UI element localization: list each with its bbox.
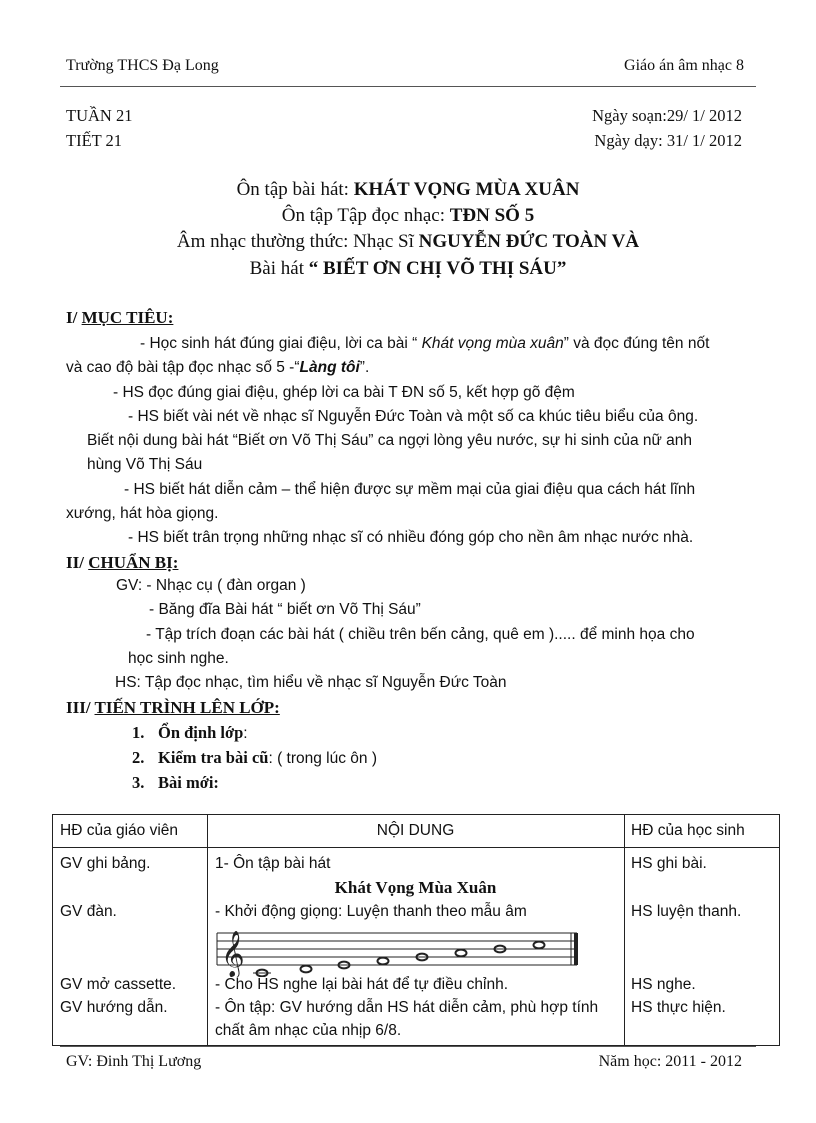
objective-1-cont: và cao độ bài tập đọc nhạc số 5 -“Làng tôi”.: [66, 359, 370, 376]
prep-gv-1: GV: - Nhạc cụ ( đàn organ ): [116, 577, 306, 594]
content-practice-cont: chất âm nhạc của nhịp 6/8.: [215, 1022, 402, 1039]
title-line-4: Bài hát “ BIẾT ƠN CHỊ VÕ THỊ SÁU”: [249, 258, 567, 279]
teacher-name: GV: Đinh Thị Lương: [66, 1053, 202, 1070]
section-1-heading: I/ MỤC TIÊU:: [66, 308, 174, 327]
objective-3: - HS biết vài nét về nhạc sĩ Nguyễn Đức Toàn và một số ca khúc tiêu biểu của ông.: [128, 408, 699, 425]
content-warmup: - Khởi động giọng: Luyện thanh theo mẫu âm: [215, 903, 527, 920]
content-listen: - Cho HS nghe lại bài hát để tự điều chỉnh.: [215, 976, 509, 993]
student-activity: HS nghe.: [631, 976, 696, 993]
table-header-divider: [53, 847, 779, 848]
prep-gv-3: - Tập trích đoạn các bài hát ( chiều trên bến cảng, quê em )..... để minh họa cho: [146, 626, 695, 643]
student-activity: HS thực hiện.: [631, 999, 726, 1016]
school-name: Trường THCS Đạ Long: [66, 57, 219, 74]
subject-title: Giáo án âm nhạc 8: [624, 57, 744, 74]
table-header-student: HĐ của học sinh: [631, 822, 745, 839]
teacher-activity: GV hướng dẫn.: [60, 999, 168, 1016]
lesson-table: [52, 814, 780, 1046]
objective-4-cont: xướng, hát hòa giọng.: [66, 505, 219, 522]
header-divider: [60, 86, 756, 87]
objective-1: - Học sinh hát đúng giai điệu, lời ca bài “ Khát vọng mùa xuân” và đọc đúng tên nốt: [140, 335, 710, 352]
objective-3-cont: Biết nội dung bài hát “Biết ơn Võ Thị Sáu” ca ngợi lòng yêu nước, sự hi sinh của nữ anh: [87, 432, 693, 449]
teacher-activity: GV mở cassette.: [60, 976, 177, 993]
section-2-heading: II/ CHUẨN BỊ:: [66, 553, 179, 572]
table-header-content: NỘI DUNG: [376, 822, 455, 839]
lesson-label: TIẾT 21: [66, 131, 123, 150]
staff-notes: [253, 942, 545, 977]
note-c5: [534, 942, 545, 949]
table-col-divider-2: [624, 815, 625, 1045]
step-1: 1. Ổn định lớp:: [132, 723, 248, 742]
music-staff: [213, 921, 583, 977]
footer-divider: [60, 1046, 756, 1047]
school-year: Năm học: 2011 - 2012: [598, 1053, 742, 1070]
teach-date: Ngày dạy: 31/ 1/ 2012: [594, 131, 742, 150]
content-practice: - Ôn tập: GV hướng dẫn HS hát diễn cảm, phù hợp tính: [215, 999, 599, 1016]
prep-hs: HS: Tập đọc nhạc, tìm hiểu về nhạc sĩ Nguyễn Đức Toàn: [115, 674, 507, 691]
week-label: TUẦN 21: [66, 106, 133, 125]
prep-gv-2: - Băng đĩa Bài hát “ biết ơn Võ Thị Sáu”: [149, 601, 421, 618]
content-review-song: 1- Ôn tập bài hát: [215, 855, 331, 872]
note-d4: [301, 966, 312, 973]
objective-3-end: hùng Võ Thị Sáu: [87, 456, 203, 473]
step-3: 3. Bài mới:: [132, 773, 219, 792]
table-col-divider-1: [207, 815, 208, 1045]
objective-4: - HS biết hát diễn cảm – thể hiện được sự mềm mại của giai điệu qua cách hát lĩnh: [124, 481, 696, 498]
title-line-3: Âm nhạc thường thức: Nhạc Sĩ NGUYỄN ĐỨC TOÀN VÀ: [176, 231, 640, 252]
objective-2: - HS đọc đúng giai điệu, ghép lời ca bài T ĐN số 5, kết hợp gõ đệm: [113, 384, 575, 401]
title-line-2: Ôn tập Tập đọc nhạc: TĐN SỐ 5: [281, 205, 535, 226]
teacher-activity: GV đàn.: [60, 903, 117, 920]
student-activity: HS ghi bài.: [631, 855, 707, 872]
teacher-activity: GV ghi bảng.: [60, 855, 151, 872]
section-3-heading: III/ TIẾN TRÌNH LÊN LỚP:: [66, 698, 280, 717]
prep-gv-4: học sinh nghe.: [128, 650, 229, 667]
treble-clef-icon: 𝄞: [221, 931, 245, 977]
note-f4: [378, 958, 389, 965]
song-title: Khát Vọng Mùa Xuân: [334, 878, 497, 897]
note-a4: [456, 950, 467, 957]
objective-5: - HS biết trân trọng những nhạc sĩ có nhiều đóng góp cho nền âm nhạc nước nhà.: [128, 529, 694, 546]
table-header-teacher: HĐ của giáo viên: [60, 822, 179, 839]
prep-date: Ngày soạn:29/ 1/ 2012: [592, 106, 742, 125]
title-line-1: Ôn tập bài hát: KHÁT VỌNG MÙA XUÂN: [236, 179, 580, 200]
student-activity: HS luyện thanh.: [631, 903, 742, 920]
step-2: 2. Kiểm tra bài cũ: ( trong lúc ôn ): [132, 748, 377, 767]
